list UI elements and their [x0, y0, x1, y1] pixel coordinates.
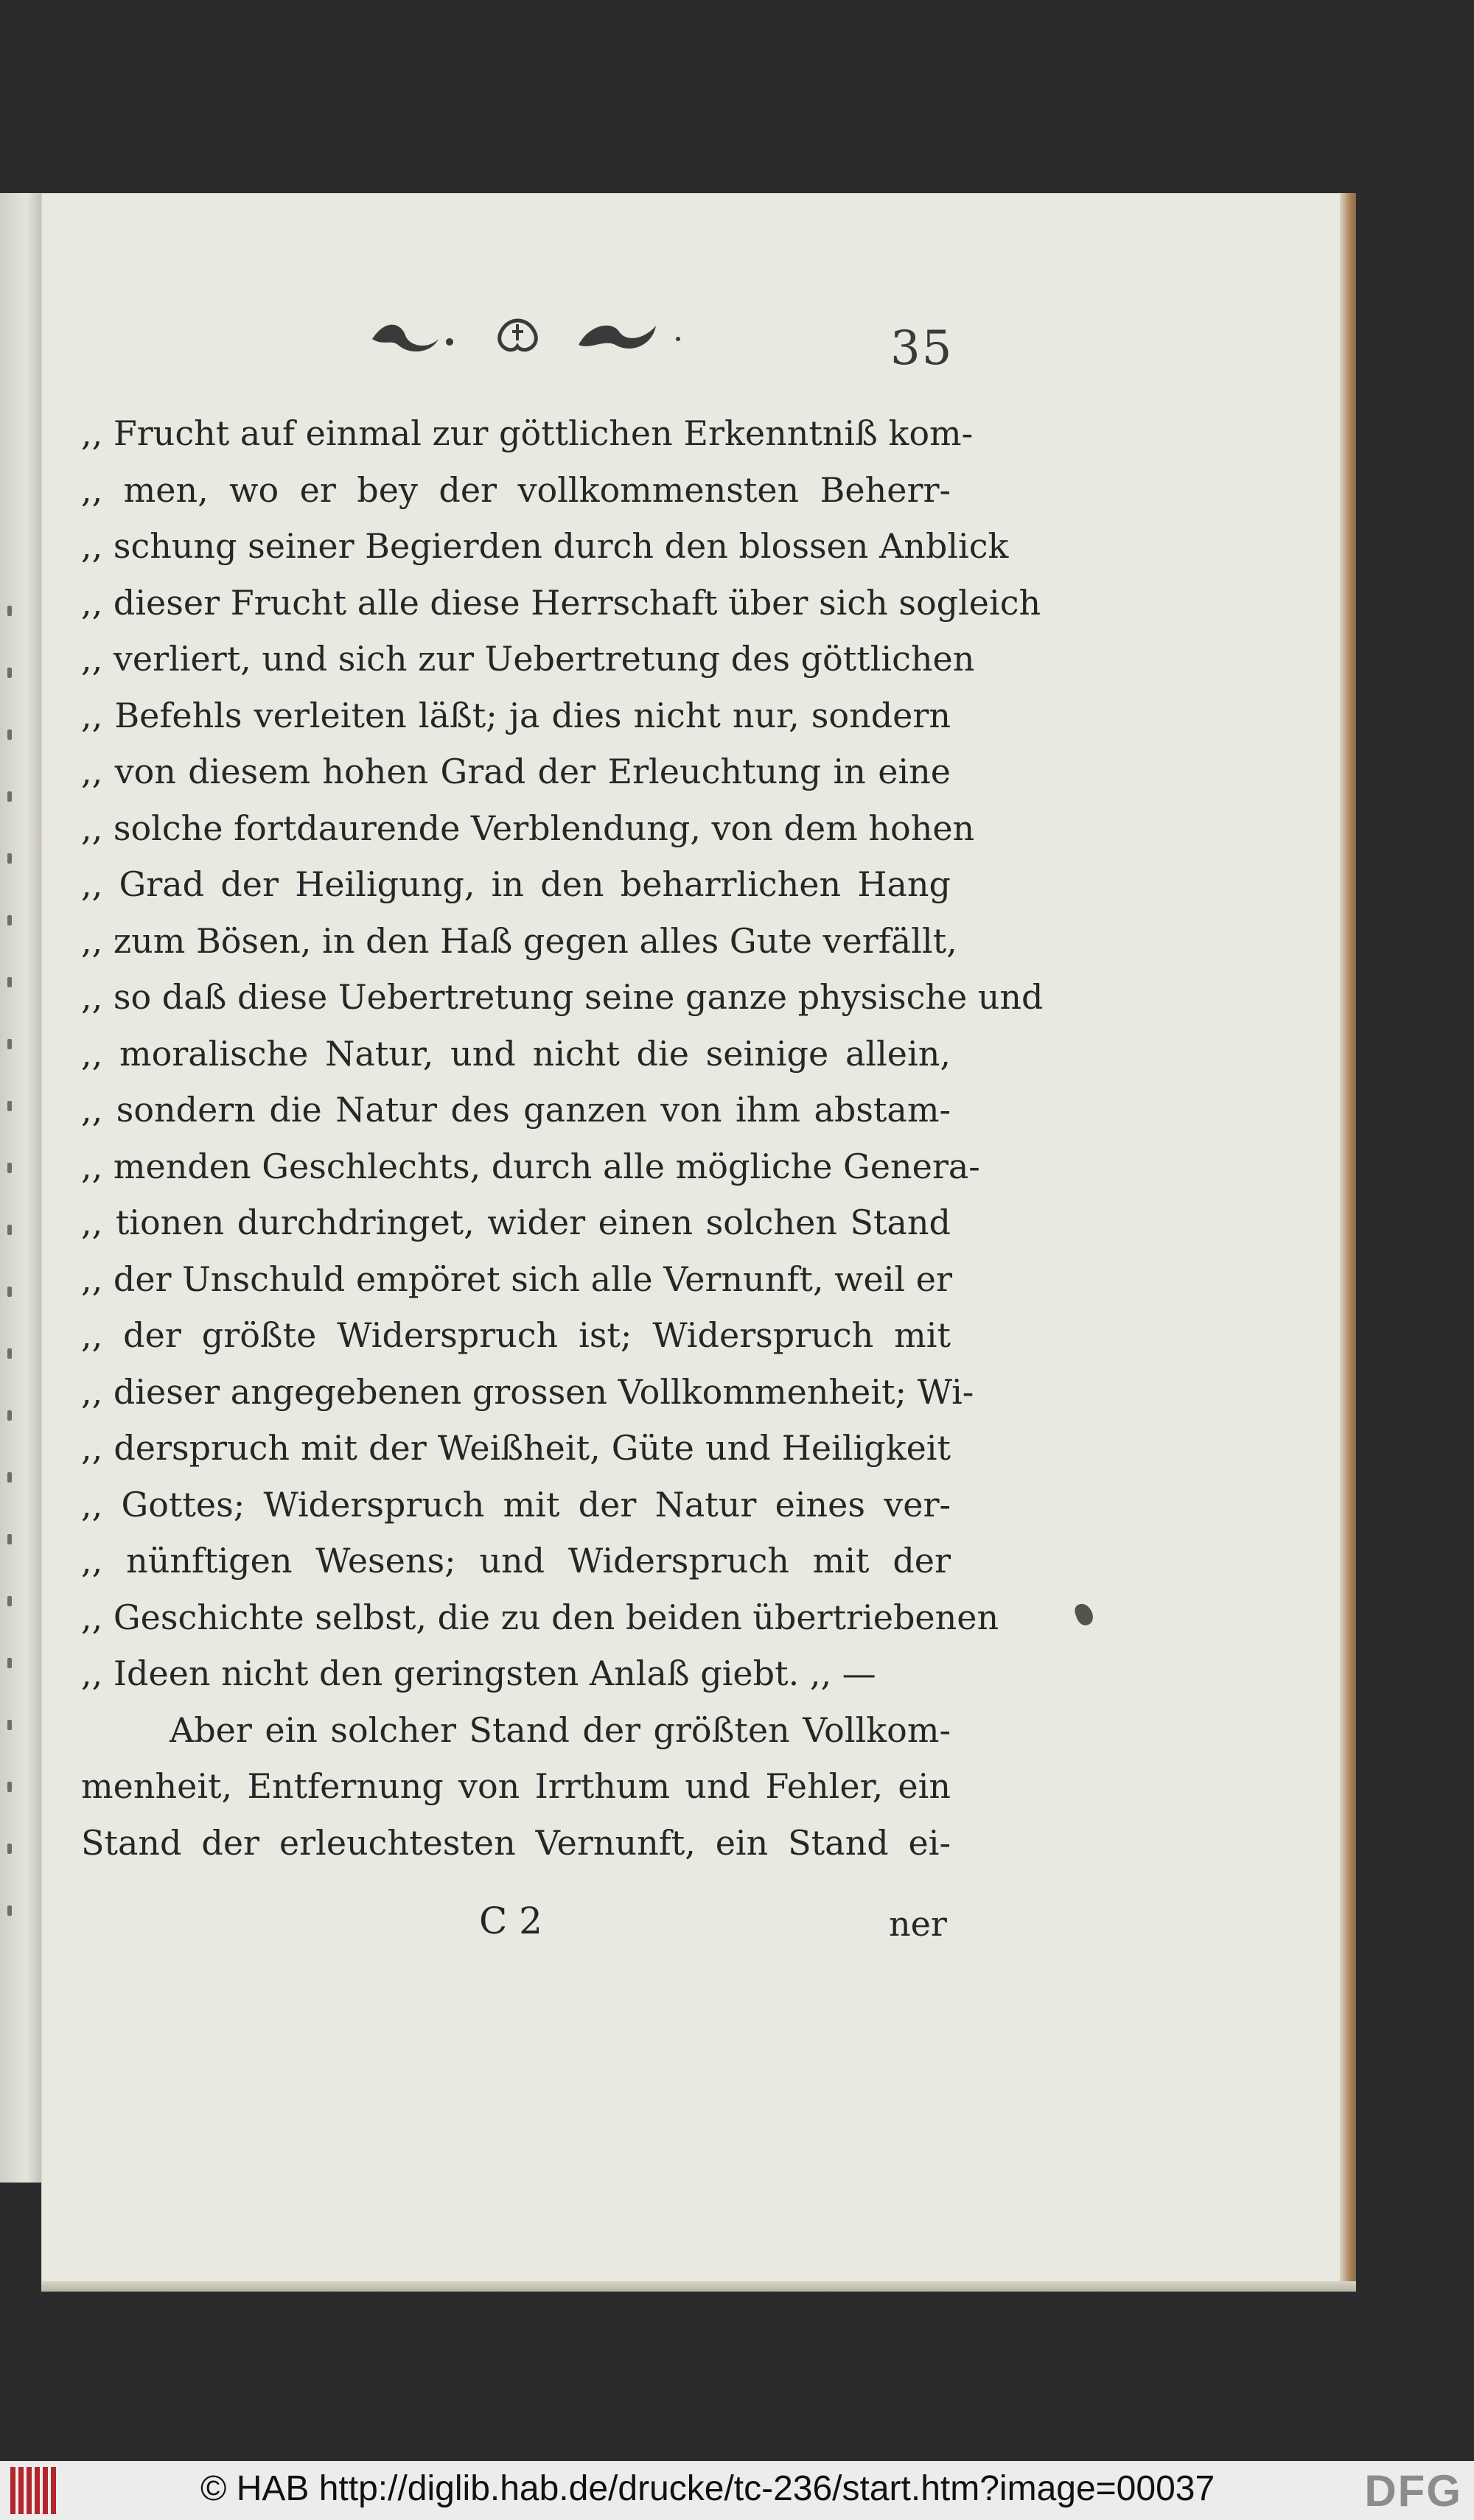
text-line: Stand der erleuchtesten Vernunft, ein Stand ei- — [81, 1822, 951, 1863]
text-line: ,, moralische Natur, und nicht die seinige allein, — [81, 1033, 951, 1074]
text-line: ,, von diesem hohen Grad der Erleuchtung in eine — [81, 752, 951, 791]
page-text — [81, 405, 1044, 1871]
page-number: 35 — [890, 321, 954, 376]
catchword: ner — [889, 1904, 947, 1944]
text-line: ,, Geschichte selbst, die zu den beiden übertriebenen — [81, 1597, 999, 1637]
text-line: ,, dieser angegebenen grossen Vollkommenheit; Wi- — [81, 1371, 974, 1412]
text-line: ,, sondern die Natur des ganzen von ihm abstam- — [81, 1090, 951, 1130]
text-line: ,, zum Bösen, in den Haß gegen alles Gute verfällt, — [81, 920, 957, 961]
text-line: ,, Frucht auf einmal zur göttlichen Erkenntniß kom- — [81, 413, 974, 453]
text-line: menheit, Entfernung von Irrthum und Fehler, ein — [81, 1766, 951, 1806]
text-line: ,, Befehls verleiten läßt; ja dies nicht nur, sondern — [81, 695, 951, 735]
previous-page-marks — [4, 606, 19, 1932]
text-line: ,, Gottes; Widerspruch mit der Natur eines ver- — [81, 1484, 951, 1525]
footer-bar — [0, 2461, 1474, 2520]
text-line: ,, der größte Widerspruch ist; Widerspruch mit — [81, 1315, 951, 1355]
text-line: Aber ein solcher Stand der größten Vollkom- — [170, 1709, 951, 1750]
text-line: ,, dieser Frucht alle diese Herrschaft über sich sogleich — [81, 582, 1041, 623]
dfg-logo: DFG — [1364, 2466, 1462, 2516]
text-line: ,, verliert, und sich zur Uebertretung des göttlichen — [81, 639, 975, 679]
hab-logo-icon — [10, 2467, 59, 2514]
ornament-icon — [368, 309, 693, 361]
text-line: ,, der Unschuld empöret sich alle Vernunft, weil er — [81, 1259, 952, 1299]
previous-page-edge — [0, 193, 44, 2183]
signature-mark: C 2 — [479, 1900, 542, 1942]
text-line: ,, solche fortdaurende Verblendung, von dem hohen — [81, 808, 975, 848]
text-line: ,, so daß diese Uebertretung seine ganze physische und — [81, 977, 1044, 1017]
text-line: ,, tionen durchdringet, wider einen solchen Stand — [81, 1203, 951, 1242]
text-line: ,, schung seiner Begierden durch den blossen Anblick — [81, 526, 1009, 566]
text-line: ,, men, wo er bey der vollkommensten Beherr- — [81, 469, 951, 510]
footer-copyright-link[interactable]: © HAB http://diglib.hab.de/drucke/tc-236/start.htm?image=00037 — [200, 2469, 1215, 2508]
text-line: ,, nünftigen Wesens; und Widerspruch mit der — [81, 1541, 951, 1581]
text-line: ,, derspruch mit der Weißheit, Güte und Heiligkeit — [81, 1428, 951, 1468]
page-bottom-edge — [41, 2281, 1356, 2292]
text-line: ,, Ideen nicht den geringsten Anlaß giebt. ,, — — [81, 1653, 876, 1693]
text-line: ,, menden Geschlechts, durch alle mögliche Genera- — [81, 1146, 980, 1186]
text-line: ,, Grad der Heiligung, in den beharrlichen Hang — [81, 864, 951, 904]
